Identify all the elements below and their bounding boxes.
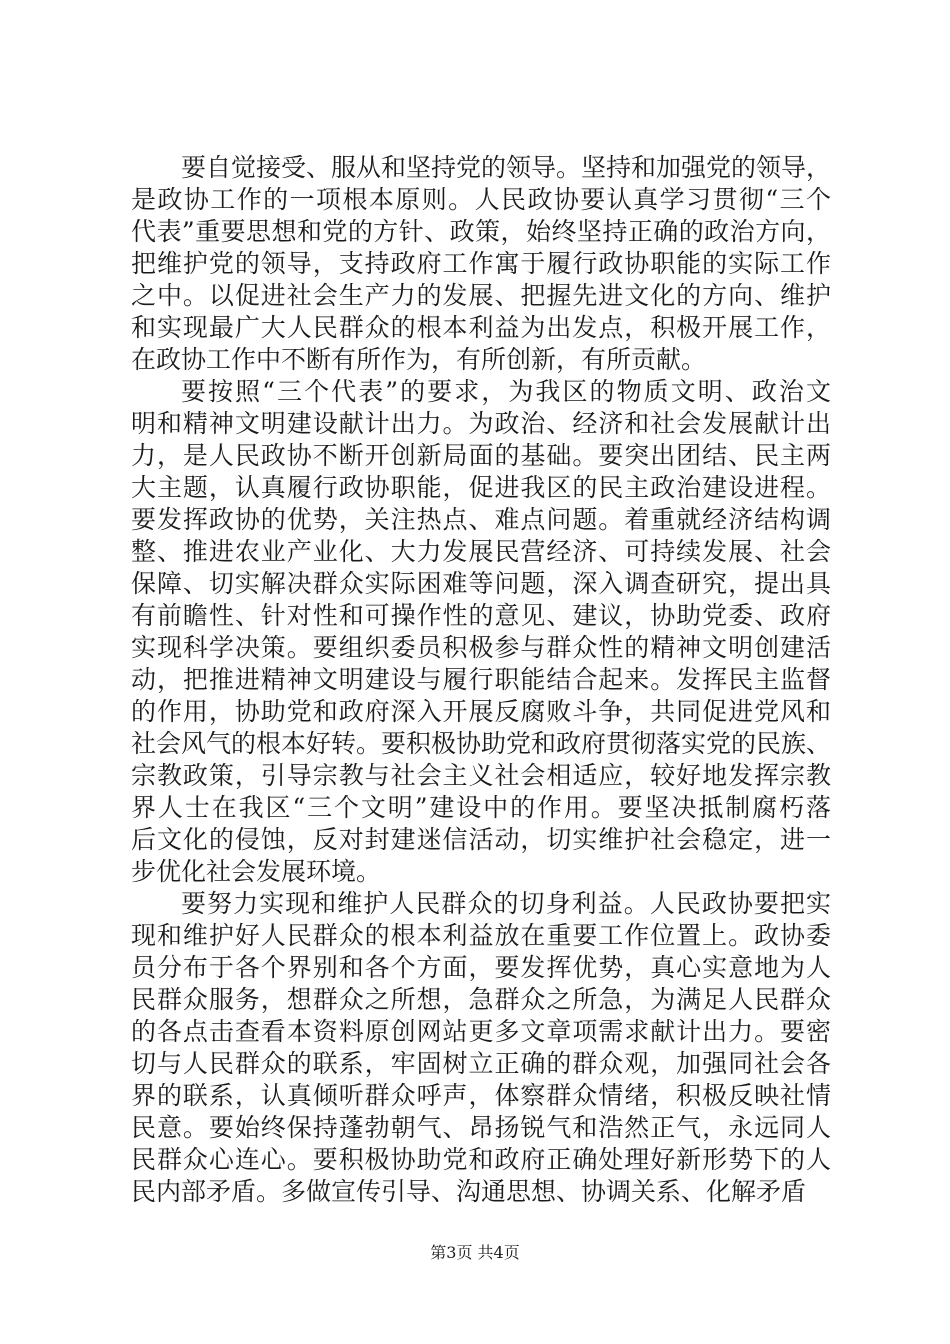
document-body [131, 152, 831, 1208]
paragraph-line: 和实现最广大人民群众的根本利益为出发点，积极开展工作， [131, 313, 831, 342]
paragraph-line: 代表”重要思想和党的方针、政策，始终坚持正确的政治方向， [131, 217, 831, 246]
paragraph [131, 376, 831, 888]
paragraph [131, 888, 831, 1208]
paragraph-line: 整、推进农业产业化、大力发展民营经济、可持续发展、社会 [131, 537, 831, 566]
paragraph-line: 民内部矛盾。多做宣传引导、沟通思想、协调关系、化解矛盾 [131, 1177, 807, 1206]
paragraph-line: 是政协工作的一项根本原则。人民政协要认真学习贯彻“三个 [131, 185, 831, 214]
paragraph-line: 界人士在我区“三个文明”建设中的作用。要坚决抵制腐朽落 [131, 793, 831, 822]
paragraph-line: 要按照“三个代表”的要求，为我区的物质文明、政治文 [181, 377, 831, 406]
paragraph-line: 明和精神文明建设献计出力。为政治、经济和社会发展献计出 [131, 409, 831, 438]
paragraph-line: 动，把推进精神文明建设与履行职能结合起来。发挥民主监督 [131, 665, 831, 694]
paragraph-line: 力，是人民政协不断开创新局面的基础。要突出团结、民主两 [131, 441, 831, 470]
paragraph-line: 界的联系，认真倾听群众呼声，体察群众情绪，积极反映社情 [131, 1081, 831, 1110]
paragraph [131, 152, 831, 376]
paragraph-line: 民群众心连心。要积极协助党和政府正确处理好新形势下的人 [131, 1145, 831, 1174]
paragraph-line: 员分布于各个界别和各个方面，要发挥优势，真心实意地为人 [131, 953, 831, 982]
paragraph-line: 要自觉接受、服从和坚持党的领导。坚持和加强党的领导， [181, 153, 832, 182]
paragraph-line: 把维护党的领导，支持政府工作寓于履行政协职能的实际工作 [131, 249, 831, 278]
paragraph-line: 现和维护好人民群众的根本利益放在重要工作位置上。政协委 [131, 921, 831, 950]
paragraph-line: 保障、切实解决群众实际困难等问题，深入调查研究，提出具 [131, 569, 831, 598]
page-footer: 第3页 共4页 [430, 1243, 520, 1262]
paragraph-line: 在政协工作中不断有所作为，有所创新，有所贡献。 [131, 345, 707, 374]
paragraph-line: 要努力实现和维护人民群众的切身利益。人民政协要把实 [181, 889, 831, 918]
paragraph-line: 步优化社会发展环境。 [131, 857, 382, 886]
paragraph-line: 社会风气的根本好转。要积极协助党和政府贯彻落实党的民族、 [131, 729, 832, 758]
paragraph-line: 的各点击查看本资料原创网站更多文章项需求献计出力。要密 [131, 1017, 831, 1046]
paragraph-line: 的作用，协助党和政府深入开展反腐败斗争，共同促进党风和 [131, 697, 831, 726]
paragraph-line: 切与人民群众的联系，牢固树立正确的群众观，加强同社会各 [131, 1049, 831, 1078]
paragraph-line: 后文化的侵蚀，反对封建迷信活动，切实维护社会稳定，进一 [131, 825, 831, 854]
paragraph-line: 有前瞻性、针对性和可操作性的意见、建议，协助党委、政府 [131, 601, 831, 630]
paragraph-line: 民意。要始终保持蓬勃朝气、昂扬锐气和浩然正气，永远同人 [131, 1113, 831, 1142]
paragraph-line: 大主题，认真履行政协职能，促进我区的民主政治建设进程。 [131, 473, 831, 502]
paragraph-line: 要发挥政协的优势，关注热点、难点问题。着重就经济结构调 [131, 505, 831, 534]
paragraph-line: 实现科学决策。要组织委员积极参与群众性的精神文明创建活 [131, 633, 831, 662]
paragraph-line: 之中。以促进社会生产力的发展、把握先进文化的方向、维护 [131, 281, 831, 310]
paragraph-line: 宗教政策，引导宗教与社会主义社会相适应，较好地发挥宗教 [131, 761, 831, 790]
paragraph-line: 民群众服务，想群众之所想，急群众之所急，为满足人民群众 [131, 985, 831, 1014]
